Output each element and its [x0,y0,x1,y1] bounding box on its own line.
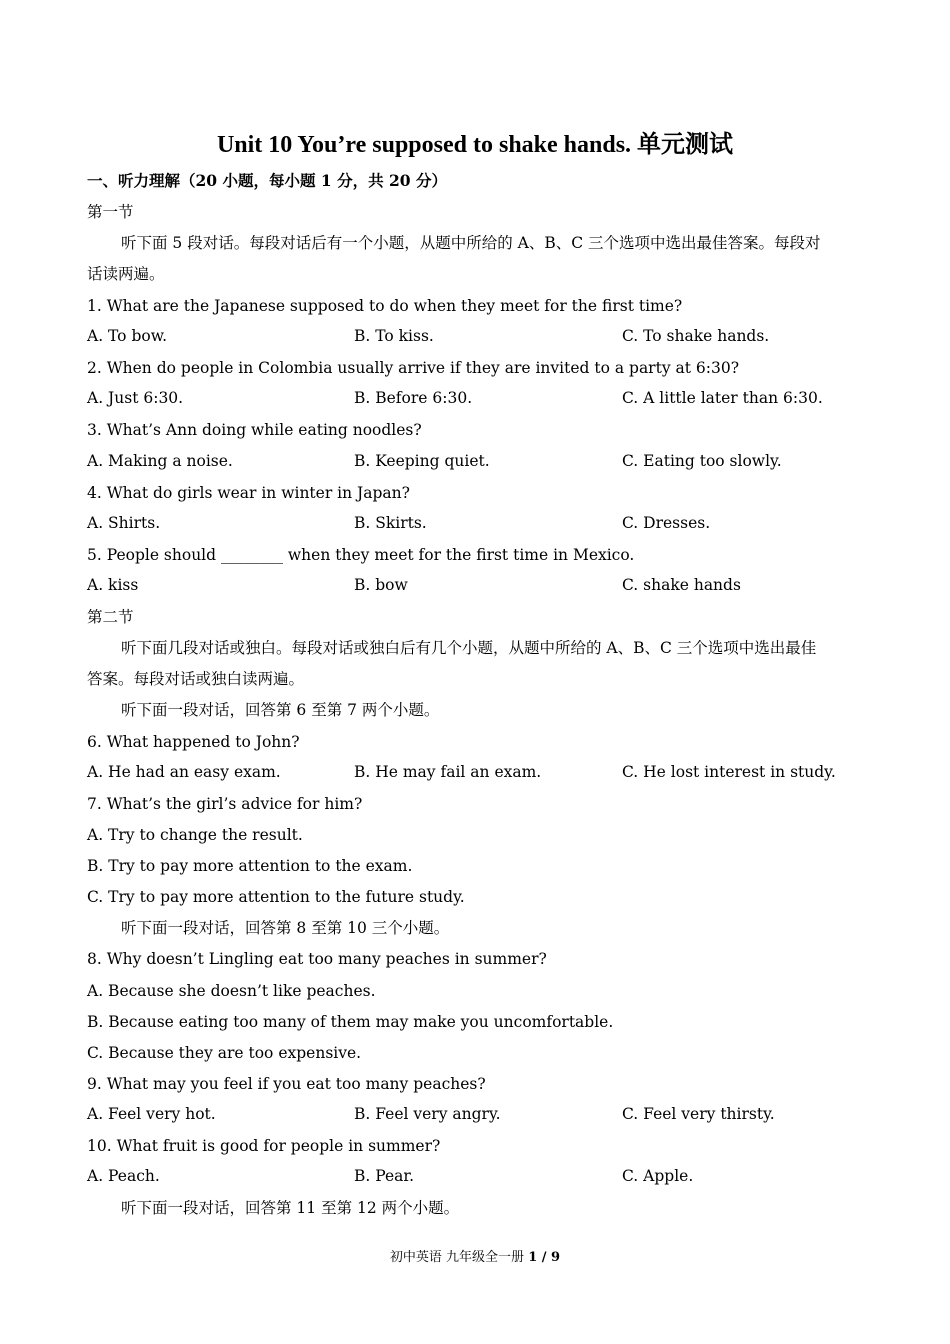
option-c: C. Dresses. [622,514,711,532]
question-8-option-c: C. Because they are too expensive. [87,1044,362,1062]
option-b: B. Skirts. [354,514,427,532]
option-c: C. shake hands [622,576,741,594]
question-2-options [87,389,887,409]
option-b: B. He may fail an exam. [354,763,542,781]
question-10-options [87,1167,887,1187]
part2-instruction-line2: 答案。每段对话或独白读两遍。 [87,670,305,688]
option-b: B. Keeping quiet. [354,452,490,470]
question-3: 3. What’s Ann doing while eating noodles? [87,421,422,439]
option-b: B. Pear. [354,1167,415,1185]
option-a: A. Feel very hot. [87,1105,216,1123]
question-6: 6. What happened to John? [87,733,300,751]
option-c: C. Feel very thirsty. [622,1105,775,1123]
option-b: B. bow [354,576,408,594]
question-8-option-b: B. Because eating too many of them may make you uncomfortable. [87,1013,614,1031]
question-3-options [87,452,887,472]
option-c: C. A little later than 6:30. [622,389,823,407]
question-7-option-b: B. Try to pay more attention to the exam. [87,857,413,875]
option-b: B. Before 6:30. [354,389,473,407]
option-c: C. Apple. [622,1167,694,1185]
option-b: B. To kiss. [354,327,434,345]
option-a: A. kiss [87,576,139,594]
question-5-options [87,576,887,596]
part1-instruction-line1: 听下面 5 段对话。每段对话后有一个小题，从题中所给的 A、B、C 三个选项中选出最佳答案。每段对 [121,234,821,252]
question-5: 5. People should ________ when they meet for the first time in Mexico. [87,546,635,564]
question-2: 2. When do people in Colombia usually arrive if they are invited to a party at 6:30? [87,359,740,377]
question-7-option-c: C. Try to pay more attention to the future study. [87,888,465,906]
option-a: A. Making a noise. [87,452,233,470]
page-footer [0,1246,950,1265]
question-7-option-a: A. Try to change the result. [87,826,303,844]
section1-heading: 一、听力理解（20 小题，每小题 1 分，共 20 分） [87,171,447,190]
option-a: A. Just 6:30. [87,389,184,407]
option-a: A. Shirts. [87,514,161,532]
question-6-options [87,763,887,783]
dialog-1-intro: 听下面一段对话，回答第 6 至第 7 两个小题。 [121,701,440,719]
page-number: 1 / 9 [528,1250,561,1265]
question-9: 9. What may you feel if you eat too many peaches? [87,1075,486,1093]
question-4-options [87,514,887,534]
question-9-options [87,1105,887,1125]
question-8: 8. Why doesn’t Lingling eat too many peaches in summer? [87,950,547,968]
question-8-option-a: A. Because she doesn’t like peaches. [87,982,376,1000]
part1-label: 第一节 [87,203,134,221]
option-c: C. To shake hands. [622,327,770,345]
option-b: B. Feel very angry. [354,1105,501,1123]
question-7: 7. What’s the girl’s advice for him? [87,795,363,813]
dialog-3-intro: 听下面一段对话，回答第 11 至第 12 两个小题。 [121,1199,460,1217]
option-a: A. He had an easy exam. [87,763,281,781]
part2-instruction-line1: 听下面几段对话或独白。每段对话或独白后有几个小题，从题中所给的 A、B、C 三个选项中选出最佳 [121,639,817,657]
option-a: A. To bow. [87,327,168,345]
question-1-options [87,327,887,347]
page-title: Unit 10 You’re supposed to shake hands. 单元测试 [216,132,734,158]
question-1: 1. What are the Japanese supposed to do when they meet for the first time? [87,297,683,315]
question-10: 10. What fruit is good for people in summer? [87,1137,441,1155]
dialog-2-intro: 听下面一段对话，回答第 8 至第 10 三个小题。 [121,919,450,937]
question-4: 4. What do girls wear in winter in Japan? [87,484,410,502]
footer-text: 初中英语 九年级全一册 [389,1250,529,1265]
part2-label: 第二节 [87,608,134,626]
option-c: C. Eating too slowly. [622,452,782,470]
part1-instruction-line2: 话读两遍。 [87,265,165,283]
option-c: C. He lost interest in study. [622,763,836,781]
option-a: A. Peach. [87,1167,160,1185]
